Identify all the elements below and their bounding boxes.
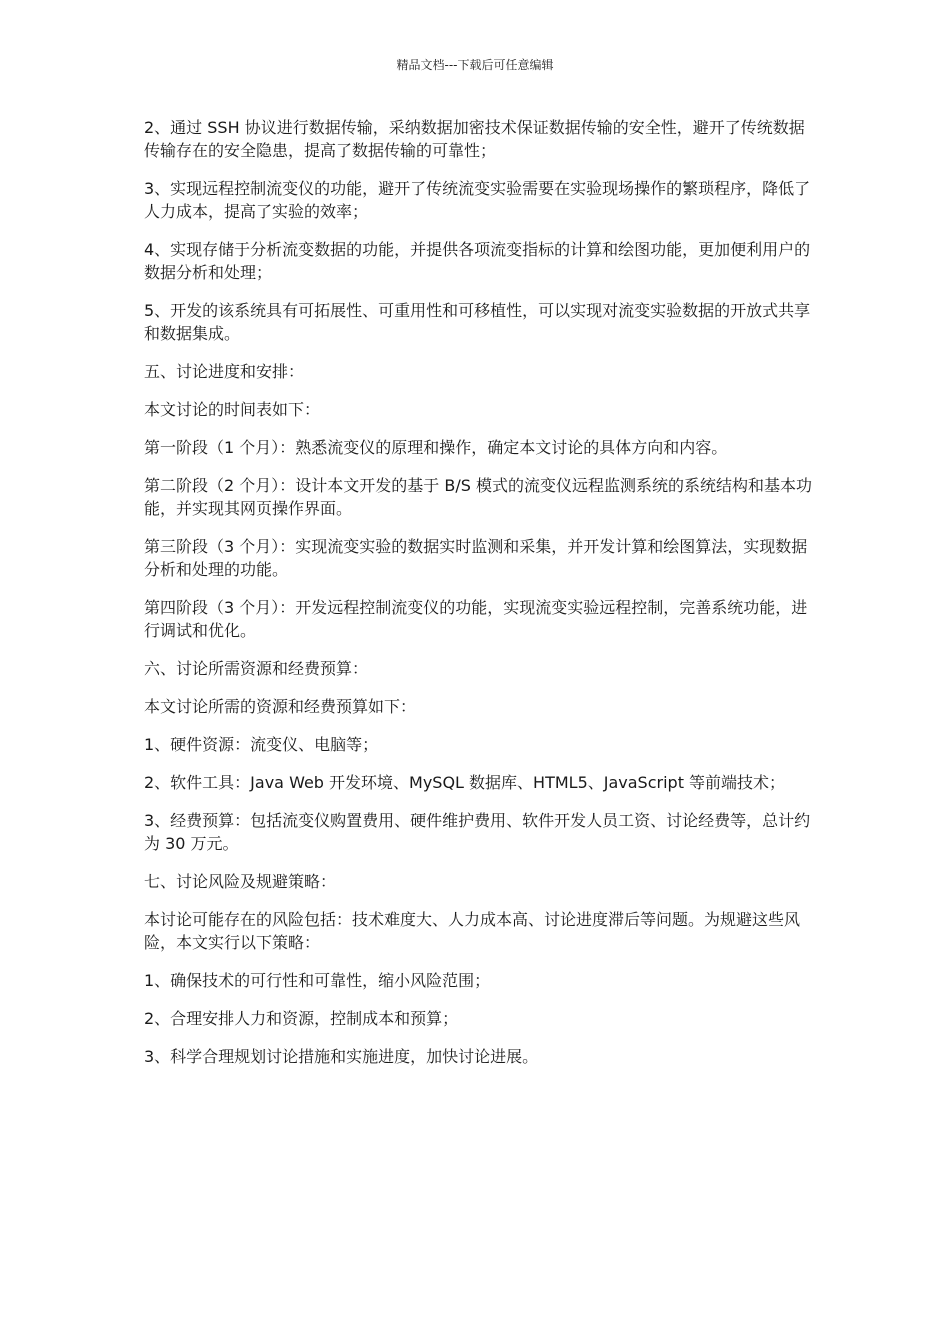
document-body (144, 116, 816, 1083)
paragraph-resources-intro: 本文讨论所需的资源和经费预算如下： (144, 697, 417, 716)
section-heading-resources: 六、讨论所需资源和经费预算： (144, 659, 369, 678)
paragraph-strategy-2: 2、合理安排人力和资源，控制成本和预算； (144, 1009, 459, 1028)
paragraph-phase-3: 第三阶段（3 个月）：实现流变实验的数据实时监测和采集，并开发计算和绘图算法，实现数据分析和处理的功能。 (144, 537, 808, 579)
paragraph-ssh-transfer: 2、通过 SSH 协议进行数据传输，采纳数据加密技术保证数据传输的安全性，避开了传统数据传输存在的安全隐患，提高了数据传输的可靠性； (144, 118, 805, 160)
paragraph-phase-4: 第四阶段（3 个月）：开发远程控制流变仪的功能，实现流变实验远程控制，完善系统功能，进行调试和优化。 (144, 598, 808, 640)
paragraph-budget: 3、经费预算：包括流变仪购置费用、硬件维护费用、软件开发人员工资、讨论经费等，总计约为 30 万元。 (144, 811, 811, 853)
paragraph-risks-intro: 本讨论可能存在的风险包括：技术难度大、人力成本高、讨论进度滞后等问题。为规避这些风险，本文实行以下策略： (144, 910, 801, 952)
paragraph-hardware: 1、硬件资源：流变仪、电脑等； (144, 735, 379, 754)
paragraph-schedule-intro: 本文讨论的时间表如下： (144, 400, 321, 419)
page-header: 精品文档---下载后可任意编辑 (396, 58, 554, 72)
paragraph-remote-control: 3、实现远程控制流变仪的功能，避开了传统流变实验需要在实验现场操作的繁琐程序，降低了人力成本，提高了实验的效率； (144, 179, 811, 221)
paragraph-strategy-1: 1、确保技术的可行性和可靠性，缩小风险范围； (144, 971, 491, 990)
paragraph-data-storage: 4、实现存储于分析流变数据的功能，并提供各项流变指标的计算和绘图功能，更加便利用户的数据分析和处理； (144, 240, 811, 282)
paragraph-software: 2、软件工具：Java Web 开发环境、MySQL 数据库、HTML5、JavaScript 等前端技术； (144, 773, 786, 792)
section-heading-schedule: 五、讨论进度和安排： (144, 362, 305, 381)
paragraph-strategy-3: 3、科学合理规划讨论措施和实施进度，加快讨论进展。 (144, 1047, 539, 1066)
paragraph-phase-1: 第一阶段（1 个月）：熟悉流变仪的原理和操作，确定本文讨论的具体方向和内容。 (144, 438, 728, 457)
section-heading-risks: 七、讨论风险及规避策略： (144, 872, 337, 891)
paragraph-extensibility: 5、开发的该系统具有可拓展性、可重用性和可移植性，可以实现对流变实验数据的开放式共享和数据集成。 (144, 301, 811, 343)
paragraph-phase-2: 第二阶段（2 个月）：设计本文开发的基于 B/S 模式的流变仪远程监测系统的系统结构和基本功能，并实现其网页操作界面。 (144, 476, 812, 518)
